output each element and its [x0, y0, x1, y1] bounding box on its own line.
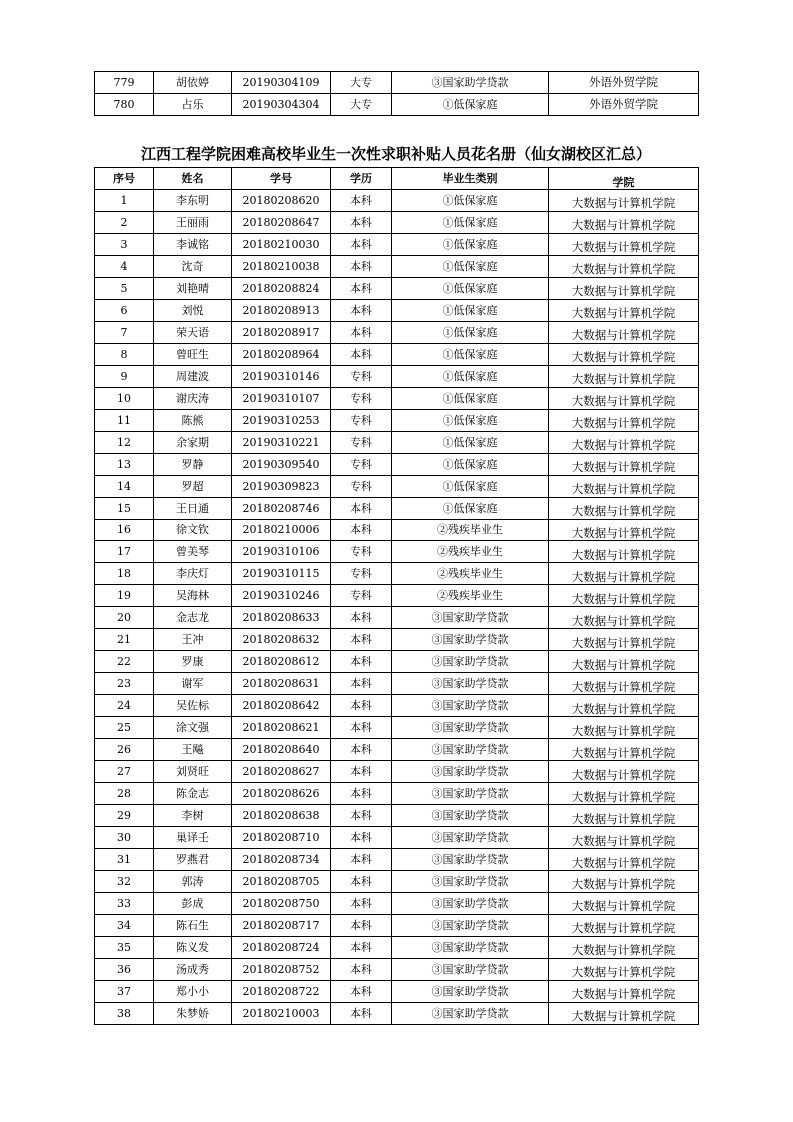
cell-student-id: 20180208621 [232, 717, 331, 739]
cell-college: 大数据与计算机学院 [549, 211, 699, 233]
cell-graduate-type: ③国家助学贷款 [392, 980, 549, 1002]
cell-no: 9 [95, 365, 154, 387]
cell-name: 罗超 [154, 475, 232, 497]
cell-name: 汤成秀 [154, 958, 232, 980]
cell-education: 本科 [331, 607, 392, 629]
cell-no: 25 [95, 717, 154, 739]
cell-education: 专科 [331, 475, 392, 497]
cell-no: 27 [95, 761, 154, 783]
table-row [95, 1002, 699, 1024]
cell-college: 大数据与计算机学院 [549, 409, 699, 431]
table-row [95, 233, 699, 255]
cell-graduate-type: ③国家助学贷款 [392, 958, 549, 980]
cell-no: 3 [95, 233, 154, 255]
cell-no: 1 [95, 189, 154, 211]
cell-name: 王飚 [154, 739, 232, 761]
cell-name: 金志龙 [154, 607, 232, 629]
table-row [95, 717, 699, 739]
cell-graduate-type: ③国家助学贷款 [392, 761, 549, 783]
previous-page-table [94, 71, 699, 116]
header-student-id: 学号 [232, 168, 331, 190]
cell-education: 本科 [331, 277, 392, 299]
cell-student-id: 20180208752 [232, 958, 331, 980]
cell-student-id: 20180208722 [232, 980, 331, 1002]
cell-education: 大专 [331, 94, 392, 116]
cell-no: 29 [95, 805, 154, 827]
cell-graduate-type: ③国家助学贷款 [392, 717, 549, 739]
cell-name: 王冲 [154, 629, 232, 651]
cell-student-id: 20180208631 [232, 673, 331, 695]
cell-name: 刘艳晴 [154, 277, 232, 299]
cell-student-id: 20180208633 [232, 607, 331, 629]
cell-education: 本科 [331, 695, 392, 717]
table-row [95, 936, 699, 958]
cell-college: 大数据与计算机学院 [549, 849, 699, 871]
table-row [95, 72, 699, 94]
cell-name: 沈奇 [154, 255, 232, 277]
cell-student-id: 20180208640 [232, 739, 331, 761]
table-row [95, 431, 699, 453]
cell-education: 本科 [331, 629, 392, 651]
cell-no: 30 [95, 827, 154, 849]
cell-student-id: 20180208627 [232, 761, 331, 783]
cell-no: 15 [95, 497, 154, 519]
cell-name: 巢译壬 [154, 827, 232, 849]
cell-college: 大数据与计算机学院 [549, 233, 699, 255]
cell-education: 本科 [331, 233, 392, 255]
cell-name: 李诚铭 [154, 233, 232, 255]
cell-education: 本科 [331, 717, 392, 739]
cell-no: 7 [95, 321, 154, 343]
cell-student-id: 20190310246 [232, 585, 331, 607]
cell-student-id: 20180208717 [232, 914, 331, 936]
table-row [95, 849, 699, 871]
cell-student-id: 20180210003 [232, 1002, 331, 1024]
cell-education: 本科 [331, 739, 392, 761]
table-row [95, 299, 699, 321]
cell-education: 本科 [331, 211, 392, 233]
cell-no: 16 [95, 519, 154, 541]
cell-no: 18 [95, 563, 154, 585]
cell-no: 19 [95, 585, 154, 607]
cell-student-id: 20190310115 [232, 563, 331, 585]
cell-college: 大数据与计算机学院 [549, 958, 699, 980]
cell-no: 4 [95, 255, 154, 277]
cell-college: 大数据与计算机学院 [549, 629, 699, 651]
cell-graduate-type: ③国家助学贷款 [392, 827, 549, 849]
cell-name: 谢军 [154, 673, 232, 695]
cell-graduate-type: ③国家助学贷款 [392, 629, 549, 651]
cell-student-id: 20190309823 [232, 475, 331, 497]
cell-college: 大数据与计算机学院 [549, 914, 699, 936]
cell-no: 2 [95, 211, 154, 233]
cell-student-id: 20190309540 [232, 453, 331, 475]
cell-education: 本科 [331, 892, 392, 914]
cell-college: 大数据与计算机学院 [549, 321, 699, 343]
cell-college: 大数据与计算机学院 [549, 936, 699, 958]
cell-education: 本科 [331, 827, 392, 849]
cell-education: 专科 [331, 365, 392, 387]
cell-college: 大数据与计算机学院 [549, 563, 699, 585]
cell-no: 779 [95, 72, 154, 94]
cell-education: 本科 [331, 936, 392, 958]
cell-education: 本科 [331, 497, 392, 519]
cell-graduate-type: ①低保家庭 [392, 255, 549, 277]
table-row [95, 387, 699, 409]
table-row [95, 343, 699, 365]
table-row [95, 651, 699, 673]
cell-education: 本科 [331, 805, 392, 827]
table-row [95, 255, 699, 277]
cell-graduate-type: ①低保家庭 [392, 233, 549, 255]
cell-education: 本科 [331, 343, 392, 365]
cell-college: 大数据与计算机学院 [549, 651, 699, 673]
cell-no: 12 [95, 431, 154, 453]
cell-student-id: 20180208724 [232, 936, 331, 958]
cell-graduate-type: ①低保家庭 [392, 409, 549, 431]
table-row [95, 914, 699, 936]
cell-name: 胡依婷 [154, 72, 232, 94]
table-row [95, 673, 699, 695]
table-row [95, 563, 699, 585]
cell-graduate-type: ①低保家庭 [392, 387, 549, 409]
cell-education: 本科 [331, 849, 392, 871]
cell-college: 大数据与计算机学院 [549, 453, 699, 475]
table-row [95, 277, 699, 299]
cell-education: 本科 [331, 958, 392, 980]
cell-name: 陈金志 [154, 783, 232, 805]
cell-name: 罗康 [154, 651, 232, 673]
roster-title: 江西工程学院困难高校毕业生一次性求职补贴人员花名册（仙女湖校区汇总） [140, 145, 651, 163]
cell-no: 28 [95, 783, 154, 805]
cell-education: 本科 [331, 189, 392, 211]
cell-education: 本科 [331, 519, 392, 541]
cell-education: 专科 [331, 563, 392, 585]
cell-education: 本科 [331, 255, 392, 277]
cell-college: 大数据与计算机学院 [549, 519, 699, 541]
cell-education: 专科 [331, 585, 392, 607]
cell-graduate-type: ③国家助学贷款 [392, 1002, 549, 1024]
cell-college: 大数据与计算机学院 [549, 585, 699, 607]
cell-graduate-type: ③国家助学贷款 [392, 651, 549, 673]
cell-student-id: 20180208620 [232, 189, 331, 211]
cell-student-id: 20180208917 [232, 321, 331, 343]
cell-no: 32 [95, 871, 154, 893]
cell-college: 外语外贸学院 [549, 94, 699, 116]
cell-student-id: 20190310221 [232, 431, 331, 453]
table-row [95, 695, 699, 717]
cell-no: 31 [95, 849, 154, 871]
cell-graduate-type: ①低保家庭 [392, 321, 549, 343]
table-row [95, 739, 699, 761]
cell-no: 14 [95, 475, 154, 497]
cell-name: 罗燕君 [154, 849, 232, 871]
header-graduate-type: 毕业生类别 [392, 168, 549, 190]
cell-education: 本科 [331, 673, 392, 695]
cell-name: 周建波 [154, 365, 232, 387]
cell-student-id: 20180210038 [232, 255, 331, 277]
roster-table [94, 167, 699, 1025]
cell-no: 36 [95, 958, 154, 980]
header-name: 姓名 [154, 168, 232, 190]
cell-name: 罗静 [154, 453, 232, 475]
cell-graduate-type: ③国家助学贷款 [392, 673, 549, 695]
header-college: 学院 [549, 168, 699, 190]
cell-education: 专科 [331, 431, 392, 453]
table-row [95, 541, 699, 563]
table-row [95, 409, 699, 431]
cell-education: 本科 [331, 761, 392, 783]
cell-graduate-type: ③国家助学贷款 [392, 936, 549, 958]
table-row [95, 827, 699, 849]
cell-student-id: 20180208710 [232, 827, 331, 849]
cell-college: 大数据与计算机学院 [549, 871, 699, 893]
cell-college: 大数据与计算机学院 [549, 387, 699, 409]
cell-education: 本科 [331, 1002, 392, 1024]
cell-name: 吴佐标 [154, 695, 232, 717]
cell-no: 38 [95, 1002, 154, 1024]
cell-graduate-type: ①低保家庭 [392, 475, 549, 497]
cell-graduate-type: ①低保家庭 [392, 189, 549, 211]
cell-college: 大数据与计算机学院 [549, 892, 699, 914]
cell-name: 曾美琴 [154, 541, 232, 563]
table-row [95, 365, 699, 387]
roster-table-body [95, 189, 699, 1024]
cell-college: 大数据与计算机学院 [549, 189, 699, 211]
cell-education: 本科 [331, 871, 392, 893]
cell-name: 朱梦娇 [154, 1002, 232, 1024]
cell-student-id: 20180208824 [232, 277, 331, 299]
cell-education: 本科 [331, 299, 392, 321]
cell-no: 20 [95, 607, 154, 629]
cell-education: 专科 [331, 387, 392, 409]
table-row [95, 519, 699, 541]
cell-name: 李庆灯 [154, 563, 232, 585]
cell-college: 大数据与计算机学院 [549, 541, 699, 563]
cell-name: 王丽雨 [154, 211, 232, 233]
cell-name: 占乐 [154, 94, 232, 116]
cell-college: 大数据与计算机学院 [549, 805, 699, 827]
table-row [95, 629, 699, 651]
cell-no: 21 [95, 629, 154, 651]
cell-education: 本科 [331, 980, 392, 1002]
cell-education: 大专 [331, 72, 392, 94]
cell-education: 专科 [331, 409, 392, 431]
cell-education: 专科 [331, 541, 392, 563]
cell-no: 780 [95, 94, 154, 116]
table-row [95, 211, 699, 233]
cell-no: 35 [95, 936, 154, 958]
cell-name: 谢庆涛 [154, 387, 232, 409]
cell-student-id: 20180210030 [232, 233, 331, 255]
cell-education: 本科 [331, 914, 392, 936]
cell-college: 大数据与计算机学院 [549, 783, 699, 805]
cell-name: 王日通 [154, 497, 232, 519]
cell-college: 大数据与计算机学院 [549, 475, 699, 497]
cell-student-id: 20180208913 [232, 299, 331, 321]
cell-graduate-type: ①低保家庭 [392, 211, 549, 233]
table-row [95, 958, 699, 980]
cell-no: 10 [95, 387, 154, 409]
cell-no: 11 [95, 409, 154, 431]
cell-graduate-type: ②残疾毕业生 [392, 563, 549, 585]
table-row [95, 189, 699, 211]
previous-page-table-body [95, 72, 699, 116]
cell-name: 李东明 [154, 189, 232, 211]
cell-student-id: 20180208642 [232, 695, 331, 717]
cell-no: 37 [95, 980, 154, 1002]
cell-graduate-type: ③国家助学贷款 [392, 871, 549, 893]
cell-name: 陈义发 [154, 936, 232, 958]
table-row [95, 607, 699, 629]
cell-graduate-type: ①低保家庭 [392, 453, 549, 475]
cell-no: 22 [95, 651, 154, 673]
cell-name: 陈石生 [154, 914, 232, 936]
cell-no: 5 [95, 277, 154, 299]
cell-student-id: 20180208705 [232, 871, 331, 893]
cell-graduate-type: ③国家助学贷款 [392, 805, 549, 827]
table-row [95, 980, 699, 1002]
cell-student-id: 20180208647 [232, 211, 331, 233]
cell-student-id: 20180208750 [232, 892, 331, 914]
cell-college: 大数据与计算机学院 [549, 673, 699, 695]
header-row [95, 168, 699, 190]
cell-education: 专科 [331, 453, 392, 475]
cell-name: 郑小小 [154, 980, 232, 1002]
header-no: 序号 [95, 168, 154, 190]
cell-student-id: 20180210006 [232, 519, 331, 541]
cell-college: 大数据与计算机学院 [549, 739, 699, 761]
cell-name: 郭涛 [154, 871, 232, 893]
cell-graduate-type: ①低保家庭 [392, 94, 549, 116]
cell-name: 刘贤旺 [154, 761, 232, 783]
header-education: 学历 [331, 168, 392, 190]
cell-no: 34 [95, 914, 154, 936]
cell-graduate-type: ③国家助学贷款 [392, 914, 549, 936]
cell-name: 陈熊 [154, 409, 232, 431]
table-row [95, 94, 699, 116]
cell-no: 6 [95, 299, 154, 321]
cell-no: 33 [95, 892, 154, 914]
cell-student-id: 20180208734 [232, 849, 331, 871]
table-row [95, 321, 699, 343]
cell-graduate-type: ②残疾毕业生 [392, 519, 549, 541]
cell-name: 余家期 [154, 431, 232, 453]
cell-college: 大数据与计算机学院 [549, 761, 699, 783]
table-row [95, 585, 699, 607]
table-row [95, 805, 699, 827]
cell-student-id: 20190304304 [232, 94, 331, 116]
cell-graduate-type: ③国家助学贷款 [392, 849, 549, 871]
cell-college: 大数据与计算机学院 [549, 497, 699, 519]
cell-college: 大数据与计算机学院 [549, 827, 699, 849]
table-row [95, 761, 699, 783]
cell-no: 26 [95, 739, 154, 761]
cell-no: 13 [95, 453, 154, 475]
cell-student-id: 20190304109 [232, 72, 331, 94]
cell-student-id: 20180208632 [232, 629, 331, 651]
cell-student-id: 20180208638 [232, 805, 331, 827]
cell-no: 8 [95, 343, 154, 365]
cell-student-id: 20190310253 [232, 409, 331, 431]
cell-college: 大数据与计算机学院 [549, 717, 699, 739]
cell-no: 24 [95, 695, 154, 717]
cell-student-id: 20190310106 [232, 541, 331, 563]
cell-student-id: 20190310107 [232, 387, 331, 409]
cell-graduate-type: ②残疾毕业生 [392, 541, 549, 563]
cell-education: 本科 [331, 321, 392, 343]
cell-graduate-type: ①低保家庭 [392, 343, 549, 365]
cell-graduate-type: ③国家助学贷款 [392, 739, 549, 761]
cell-student-id: 20180208746 [232, 497, 331, 519]
table-row [95, 783, 699, 805]
table-row [95, 892, 699, 914]
cell-graduate-type: ①低保家庭 [392, 299, 549, 321]
cell-no: 17 [95, 541, 154, 563]
cell-graduate-type: ③国家助学贷款 [392, 892, 549, 914]
cell-graduate-type: ②残疾毕业生 [392, 585, 549, 607]
cell-education: 本科 [331, 651, 392, 673]
cell-graduate-type: ①低保家庭 [392, 497, 549, 519]
cell-name: 彭成 [154, 892, 232, 914]
cell-college: 大数据与计算机学院 [549, 980, 699, 1002]
cell-name: 李树 [154, 805, 232, 827]
cell-graduate-type: ①低保家庭 [392, 431, 549, 453]
cell-college: 大数据与计算机学院 [549, 277, 699, 299]
cell-college: 大数据与计算机学院 [549, 695, 699, 717]
cell-graduate-type: ③国家助学贷款 [392, 695, 549, 717]
cell-college: 大数据与计算机学院 [549, 1002, 699, 1024]
cell-graduate-type: ③国家助学贷款 [392, 783, 549, 805]
cell-graduate-type: ①低保家庭 [392, 365, 549, 387]
cell-student-id: 20190310146 [232, 365, 331, 387]
cell-student-id: 20180208964 [232, 343, 331, 365]
cell-college: 大数据与计算机学院 [549, 255, 699, 277]
cell-name: 曾旺生 [154, 343, 232, 365]
cell-education: 本科 [331, 783, 392, 805]
cell-graduate-type: ①低保家庭 [392, 277, 549, 299]
cell-name: 刘悦 [154, 299, 232, 321]
table-row [95, 497, 699, 519]
cell-college: 大数据与计算机学院 [549, 431, 699, 453]
cell-name: 吴海林 [154, 585, 232, 607]
cell-graduate-type: ③国家助学贷款 [392, 607, 549, 629]
cell-college: 大数据与计算机学院 [549, 343, 699, 365]
table-row [95, 871, 699, 893]
cell-college: 外语外贸学院 [549, 72, 699, 94]
cell-name: 涂文强 [154, 717, 232, 739]
roster-table-header [95, 168, 699, 190]
cell-student-id: 20180208626 [232, 783, 331, 805]
cell-college: 大数据与计算机学院 [549, 299, 699, 321]
cell-name: 荣天语 [154, 321, 232, 343]
table-row [95, 453, 699, 475]
table-row [95, 475, 699, 497]
cell-college: 大数据与计算机学院 [549, 607, 699, 629]
cell-no: 23 [95, 673, 154, 695]
cell-name: 徐文钦 [154, 519, 232, 541]
cell-student-id: 20180208612 [232, 651, 331, 673]
cell-graduate-type: ③国家助学贷款 [392, 72, 549, 94]
cell-college: 大数据与计算机学院 [549, 365, 699, 387]
